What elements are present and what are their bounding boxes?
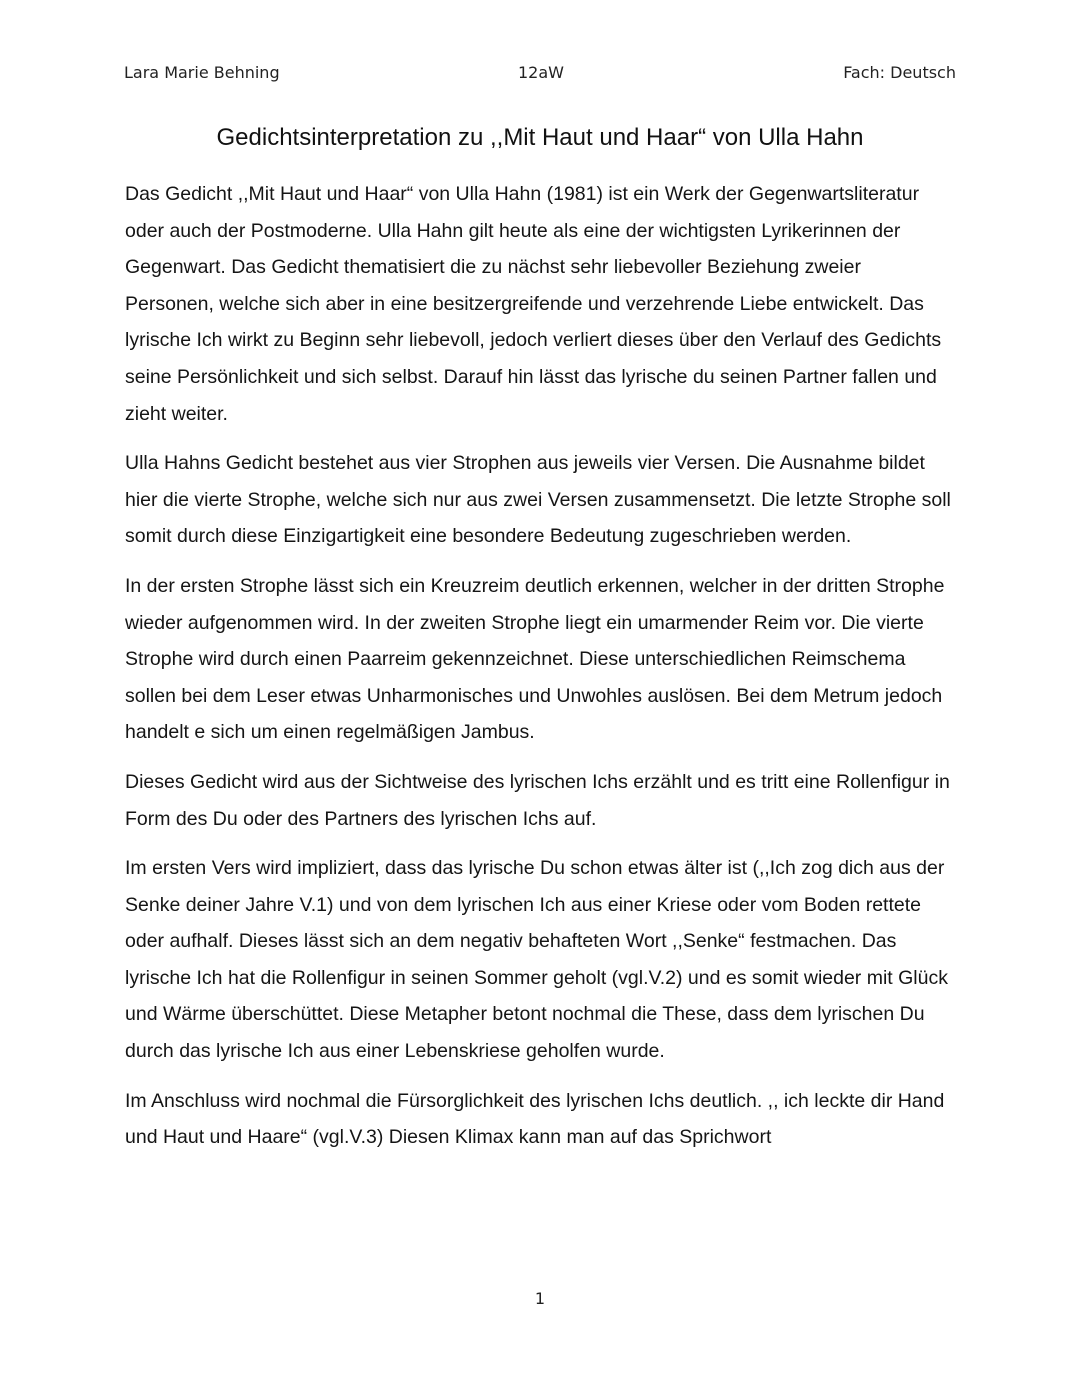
document-body: [125, 176, 955, 1169]
page-header: [124, 63, 956, 87]
paragraph-structure: Ulla Hahns Gedicht bestehet aus vier Strophen aus jeweils vier Versen. Die Ausnahme bildet hier die vierte Strophe, welche sich nur aus zwei Versen zusammensetzt. Die letzte Strophe soll somit durch diese Einzigartigkeit eine besondere Bedeutung zugeschrieben werden.: [125, 452, 951, 548]
paragraph-perspective: Dieses Gedicht wird aus der Sichtweise des lyrischen Ichs erzählt und es tritt eine Rollenfigur in Form des Du oder des Partners des lyrischen Ichs auf.: [125, 770, 950, 830]
class-label: 12aW: [518, 63, 564, 82]
paragraph-first-verse: Im ersten Vers wird impliziert, dass das lyrische Du schon etwas älter ist (,,Ich zog dich aus der Senke deiner Jahre V.1) und von dem lyrischen Ich aus einer Kriese oder vom Boden rettete oder aufhalf. Dieses lässt sich an dem negativ behafteten Wort ,,Senke“ festmachen. Das lyrische Ich hat die Rollenfigur in seinen Sommer geholt (vgl.V.2) und es somit wieder mit Glück und Wärme überschüttet. Diese Metapher betont nochmal die These, dass dem lyrischen Du durch das lyrische Ich aus einer Lebenskriese geholfen wurde.: [125, 857, 948, 1063]
author-name: Lara Marie Behning: [124, 63, 280, 82]
page-number: 1: [534, 1289, 546, 1308]
paragraph-rhyme-scheme: In der ersten Strophe lässt sich ein Kreuzreim deutlich erkennen, welcher in der dritten Strophe wieder aufgenommen wird. In der zweiten Strophe liegt ein umarmender Reim vor. Die vierte Strophe wird durch einen Paarreim gekennzeichnet. Diese unterschiedlichen Reimschema sollen bei dem Leser etwas Unharmonisches und Unwohles auslösen. Bei dem Metrum jedoch handelt e sich um einen regelmäßigen Jambus.: [125, 574, 945, 744]
paragraph-introduction: Das Gedicht ,,Mit Haut und Haar“ von Ulla Hahn (1981) ist ein Werk der Gegenwartsliteratur oder auch der Postmoderne. Ulla Hahn gilt heute als eine der wichtigsten Lyrikerinnen der Gegenwart. Das Gedicht thematisiert die zu nächst sehr liebevoller Beziehung zweier Personen, welche sich aber in eine besitzergreifende und verzehrende Liebe entwickelt. Das lyrische Ich wirkt zu Beginn sehr liebevoll, jedoch verliert dieses über den Verlauf des Gedichts seine Persönlichkeit und sich selbst. Darauf hin lässt das lyrische du seinen Partner fallen und zieht weiter.: [125, 183, 942, 425]
document-title: Gedichtsinterpretation zu ,,Mit Haut und Haar“ von Ulla Hahn: [216, 124, 864, 151]
paragraph-continuation: Im Anschluss wird nochmal die Fürsorglichkeit des lyrischen Ichs deutlich. ,, ich leckte dir Hand und Haut und Haare“ (vgl.V.3) Diesen Klimax kann man auf das Sprichwort: [125, 1089, 945, 1149]
subject-label: Fach: Deutsch: [843, 63, 956, 82]
